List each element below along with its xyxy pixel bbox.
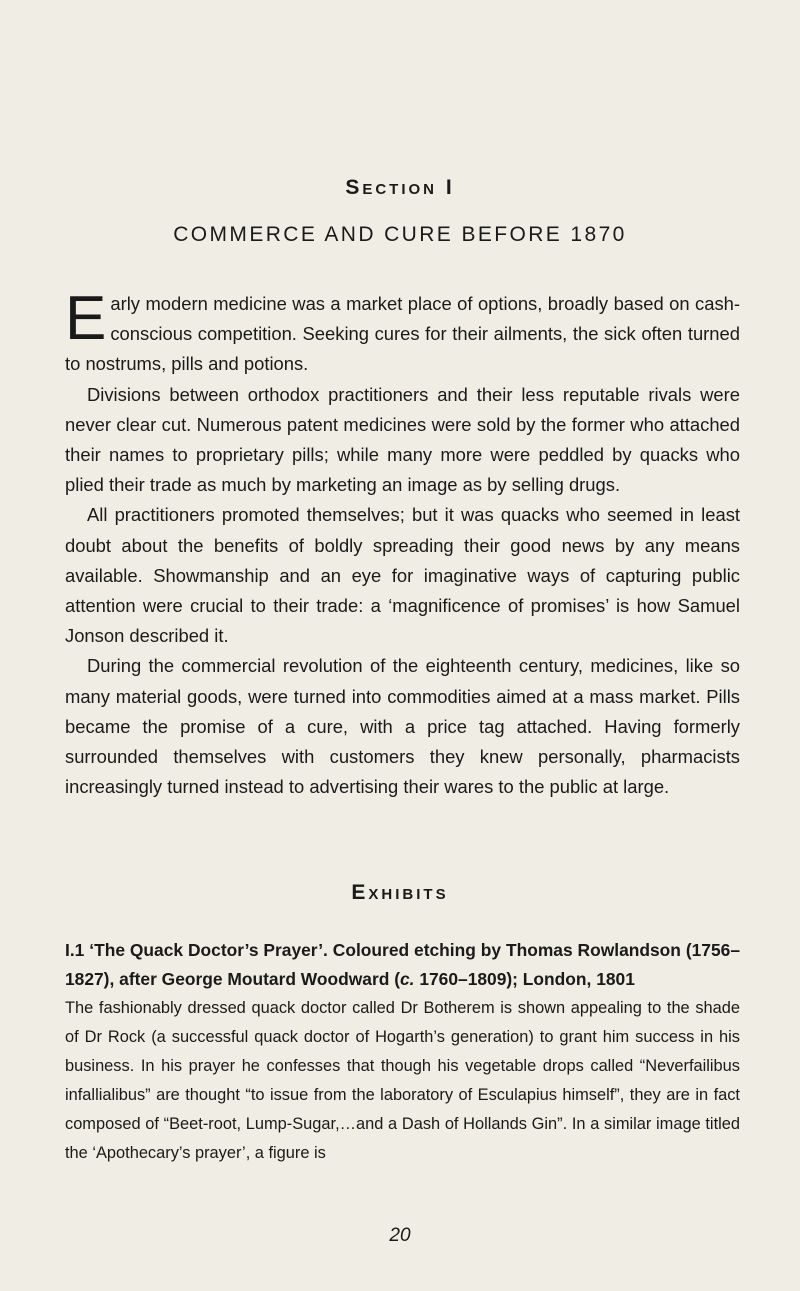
exhibit-description: The fashionably dressed quack doctor called Dr Botherem is shown appealing to the shade of Dr Rock (a successful quack doctor of Hogarth’s generation) to grant him success in his business. In his prayer he confesses that though his vegetable drops called “Neverfailibus infallialibus” are thought “to issue from the laboratory of Esculapius himself”, they are in fact composed of “Beet-root, Lump-Sugar,…and a Dash of Hollands Gin”. In a similar image titled the ‘Apothecary’s prayer’, a figure is [65,999,740,1162]
exhibit-heading [65,936,740,994]
body-text [65,284,740,802]
exhibit-heading-text: I.1 ‘The Quack Doctor’s Prayer’. Coloured etching by Thomas Rowlandson (1756–1827), after George Moutard Woodward ( [65,940,740,989]
section-title: COMMERCE AND CURE BEFORE 1870 [173,223,627,246]
paragraph-3: All practitioners promoted themselves; but it was quacks who seemed in least doubt about the benefits of boldly spreading their good news by any means available. Showmanship and an eye for imaginative ways of capturing public attention were crucial to their trade: a ‘magnificence of promises’ is how Samuel Jonson described it. [65,504,740,647]
page-number: 20 [389,1225,411,1246]
exhibits-label: Exhibits [351,881,449,904]
exhibit-heading-date: 1760–1809); London, 1801 [414,969,635,989]
paragraph-4: During the commercial revolution of the eighteenth century, medicines, like so many material goods, were turned into commodities aimed at a mass market. Pills became the promise of a cure, with a price tag attached. Having formerly surrounded themselves with customers they knew personally, pharmacists increasingly turned instead to advertising their wares to the public at large. [65,655,740,798]
section-label: Section I [345,176,455,199]
paragraph-1 [65,284,740,380]
exhibit-heading-circa: c. [399,969,415,989]
drop-cap: E [65,284,107,353]
paragraph-1-text: arly modern medicine was a market place of options, broadly based on cash-conscious competition. Seeking cures for their ailments, the sick often turned to nostrums, pills and potions. [65,293,740,375]
paragraph-2: Divisions between orthodox practitioners and their less reputable rivals were never clear cut. Numerous patent medicines were sold by the former who attached their names to proprietary pills; while many more were peddled by quacks who plied their trade as much by marketing an image as by selling drugs. [65,383,740,496]
exhibit-entry [65,936,740,1168]
